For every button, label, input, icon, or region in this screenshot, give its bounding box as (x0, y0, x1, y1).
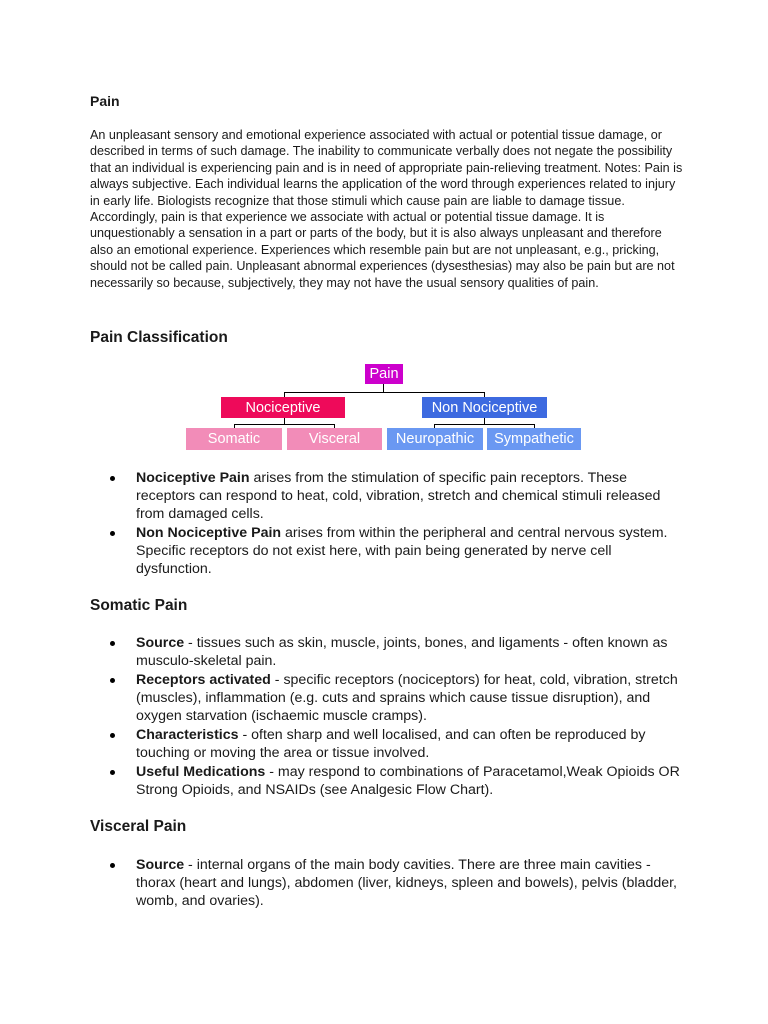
list-item-text: - specific receptors (nociceptors) for heat, cold, vibration, stretch (muscles), inflammation (e.g. cuts and sprains which cause tissue disruption), and oxygen starvation (ischaemic muscle cramps). (136, 672, 678, 724)
diagram-node-nociceptive: Nociceptive (221, 397, 345, 418)
diagram-node-visceral: Visceral (287, 428, 382, 450)
diagram-connector (434, 424, 535, 425)
diagram-node-sympathetic: Sympathetic (487, 428, 581, 450)
list-item (108, 634, 683, 670)
pain-classification-diagram (0, 360, 768, 455)
somatic-list (108, 634, 683, 800)
diagram-node-somatic: Somatic (186, 428, 282, 450)
list-item-text: - tissues such as skin, muscle, joints, bones, and ligaments - often known as musculo-skeletal pain. (136, 635, 668, 669)
diagram-connector (383, 384, 384, 392)
diagram-node-non-nociceptive: Non Nociceptive (422, 397, 547, 418)
list-item-text: - often sharp and well localised, and can often be reproduced by touching or moving the area or tissue involved. (136, 727, 646, 761)
list-item (108, 726, 683, 762)
list-item-text: arises from within the peripheral and central nervous system. Specific receptors do not exist here, with pain being generated by nerve cell dysfunction. (136, 525, 668, 577)
section-heading-somatic: Somatic Pain (90, 597, 188, 614)
list-item-term: Non Nociceptive Pain (136, 525, 282, 541)
pain-definition-paragraph: An unpleasant sensory and emotional experience associated with actual or potential tissue damage, or described in terms of such damage. The inability to communicate verbally does not negate the possibility that an individual is experiencing pain and is in need of appropriate pain-relieving treatment. Notes: Pain is always subjective. Each individual learns the application of the word through experiences related to injury in early life. Biologists recognize that those stimuli which cause pain are liable to damage tissue. Accordingly, pain is that experience we associate with actual or potential tissue damage. It is unquestionably a sensation in a part or parts of the body, but it is also always unpleasant and therefore also an emotional experience. Experiences which resemble pain but are not unpleasant, e.g., pricking, should not be called pain. Unpleasant abnormal experiences (dysesthesias) may also be pain but are not necessarily so because, subjectively, they may not have the usual sensory qualities of pain. (90, 128, 683, 290)
bullet-icon (110, 678, 115, 683)
list-item-text: - may respond to combinations of Paracetamol,Weak Opioids OR Strong Opioids, and NSAIDs (see Analgesic Flow Chart). (136, 764, 680, 798)
visceral-list (108, 856, 683, 910)
bullet-icon (110, 531, 115, 536)
diagram-node-neuropathic: Neuropathic (387, 428, 483, 450)
list-item-text: arises from the stimulation of specific pain receptors. These receptors can respond to heat, cold, vibration, stretch and chemical stimuli released from damaged cells. (136, 470, 661, 522)
bullet-icon (110, 863, 115, 868)
bullet-icon (110, 641, 115, 646)
diagram-connector (284, 392, 485, 393)
list-item-term: Source (136, 857, 185, 873)
bullet-icon (110, 733, 115, 738)
list-item (108, 524, 683, 578)
bullet-icon (110, 476, 115, 481)
section-heading-pain: Pain (90, 93, 120, 109)
list-item-text: - internal organs of the main body cavities. There are three main cavities - thorax (heart and lungs), abdomen (liver, kidneys, spleen and bowels), pelvis (bladder, womb, and ovaries). (136, 857, 678, 909)
list-item-term: Useful Medications (136, 764, 266, 780)
diagram-node-pain: Pain (365, 364, 403, 384)
diagram-connector (234, 424, 335, 425)
list-item-term: Nociceptive Pain (136, 470, 250, 486)
list-item-term: Receptors activated (136, 672, 271, 688)
section-heading-classification: Pain Classification (90, 329, 228, 346)
list-item (108, 671, 683, 725)
list-item-term: Source (136, 635, 185, 651)
list-item (108, 763, 683, 799)
classification-list (108, 469, 683, 579)
bullet-icon (110, 770, 115, 775)
section-heading-visceral: Visceral Pain (90, 818, 187, 835)
list-item (108, 856, 683, 910)
list-item (108, 469, 683, 523)
list-item-term: Characteristics (136, 727, 239, 743)
